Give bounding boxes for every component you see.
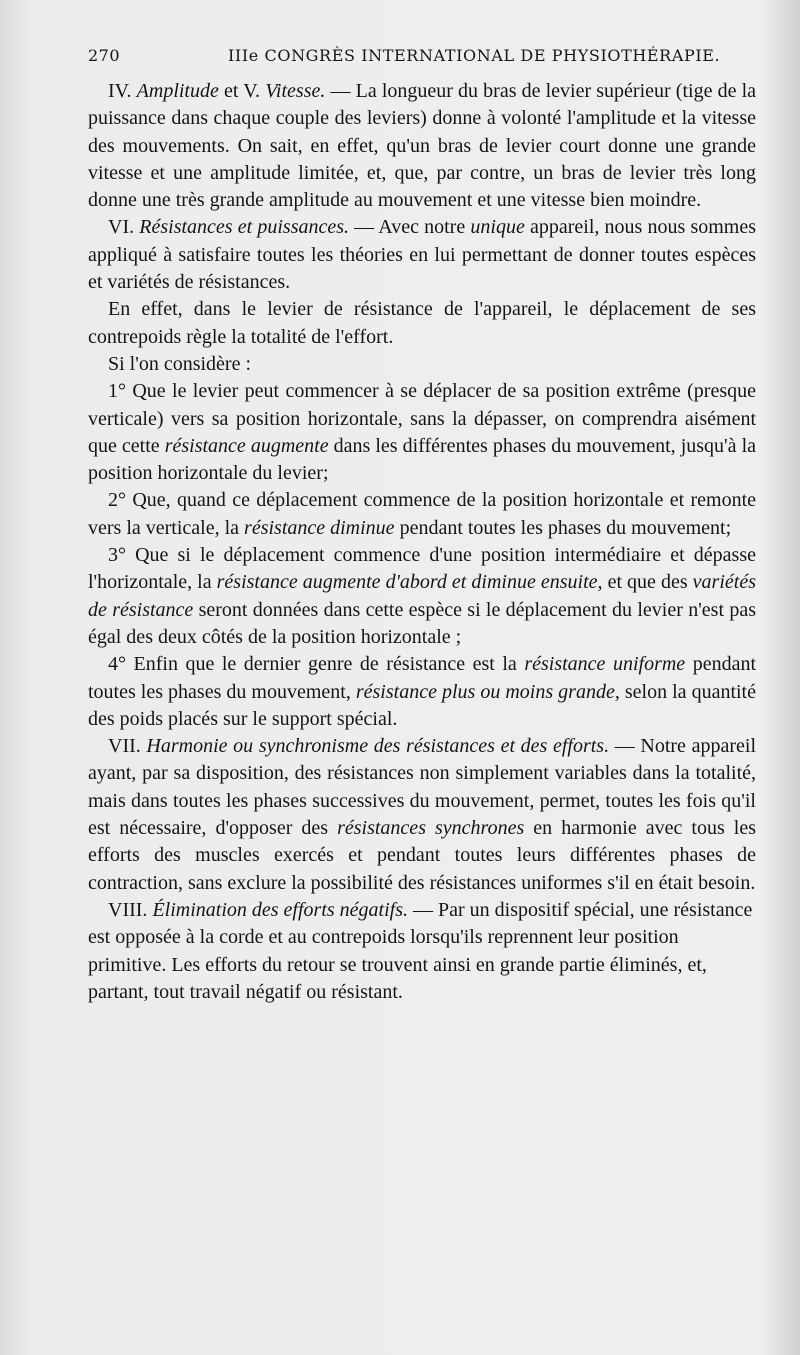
paragraph: [88, 487, 756, 542]
text-segment: — Avec notre: [349, 216, 471, 239]
text-segment: — Notre appareil ayant, par sa disposition, des résistances non simplement variables dans la totalité, mais dans toutes les phases successives du mouvement, permet, toutes les fois qu'il est nécessaire, d'opposer des: [88, 735, 756, 840]
italic-text: résistances synchrones: [337, 817, 525, 840]
text-segment: selon la quantité des poids placés sur le support spécial.: [88, 680, 756, 730]
text-segment: IV.: [108, 80, 137, 102]
page-number: 270: [88, 46, 121, 65]
italic-text: unique: [470, 216, 525, 239]
text-segment: appareil, nous nous sommes appliqué à satisfaire toutes les théories en lui permettant de donner toutes espèces et variétés de résistances.: [88, 216, 757, 294]
text-segment: pendant toutes les phases du mouvement,: [88, 653, 756, 703]
italic-text: Vitesse.: [265, 80, 326, 102]
text-segment: VII.: [108, 735, 147, 758]
text-segment: dans les différentes phases du mouvement, jusqu'à la position horizontale du levier;: [88, 434, 756, 485]
paragraph: [88, 733, 756, 897]
paragraph: [88, 542, 756, 651]
italic-text: résistance augmente d'abord et diminue ensuite: [216, 571, 598, 594]
italic-text: résistance uniforme: [524, 653, 686, 676]
text-segment: , et que des: [597, 571, 693, 594]
italic-text: Amplitude: [136, 80, 219, 102]
text-segment: 1° Que le levier peut commencer à se déplacer de sa position extrême (presque verticale) vers sa position horizontale, sans la dépasser, on comprendra aisément que cette: [88, 380, 756, 457]
text-segment: 2° Que, quand ce déplacement commence de la position horizontale et remonte vers la verticale, la: [88, 489, 756, 539]
paragraph: [88, 378, 756, 487]
italic-text: variétés de résistance: [88, 571, 756, 621]
text-segment: pendant toutes les phases du mouvement;: [394, 516, 732, 539]
italic-text: Élimination des efforts négatifs.: [152, 898, 408, 921]
text-body: [88, 78, 756, 1006]
paragraph: [88, 351, 756, 378]
text-segment: Si l'on considère :: [108, 352, 252, 375]
italic-text: Harmonie ou synchronisme des résistances et des efforts.: [146, 735, 610, 758]
paragraph: [88, 296, 756, 351]
text-segment: et V.: [218, 80, 266, 102]
italic-text: Résistances et puissances.: [139, 216, 350, 239]
text-segment: — La longueur du bras de levier supérieur (tige de la puissance dans chaque couple des leviers) donne à volonté l'amplitude et la vitesse des mouvements. On sait, en effet, qu'un bras de levier court donne une grande vitesse et une amplitude limitée, et, que, par contre, un bras de levier très long donne une très grande amplitude au mouvement et une vitesse bien moindre.: [88, 80, 756, 212]
running-header: [88, 46, 750, 72]
text-segment: 3° Que si le déplacement commence d'une position intermédiaire et dépasse l'horizontale, la: [88, 544, 756, 594]
text-segment: — Par un dispositif spécial, une résistance est opposée à la corde et au contrepoids lorsqu'ils reprennent leur position primitive. Les efforts du retour se trouvent ainsi en grande partie éliminés, et, partant, tout travail négatif ou résistant.: [88, 898, 753, 1003]
running-title: IIIe CONGRÈS INTERNATIONAL DE PHYSIOTHÉRAPIE.: [228, 46, 721, 65]
text-segment: en harmonie avec tous les efforts des muscles exercés et pendant toutes leurs différentes phases de contraction, sans exclure la possibilité des résistances uniformes s'il en était besoin.: [88, 817, 756, 894]
italic-text: résistance diminue: [244, 516, 395, 539]
text-segment: 4° Enfin que le dernier genre de résistance est la: [108, 653, 525, 676]
paragraph: [88, 78, 756, 214]
text-segment: seront données dans cette espèce si le déplacement du levier n'est pas égal des deux côtés de la position horizontale ;: [88, 598, 756, 648]
italic-text: résistance plus ou moins grande,: [355, 680, 620, 703]
italic-text: résistance augmente: [164, 434, 329, 457]
text-segment: VIII.: [108, 898, 153, 921]
paragraph: [88, 897, 756, 1006]
paragraph: [88, 651, 756, 733]
text-segment: VI.: [108, 216, 140, 239]
paragraph: [88, 214, 756, 296]
text-segment: En effet, dans le levier de résistance de l'appareil, le déplacement de ses contrepoids règle la totalité de l'effort.: [88, 298, 756, 348]
